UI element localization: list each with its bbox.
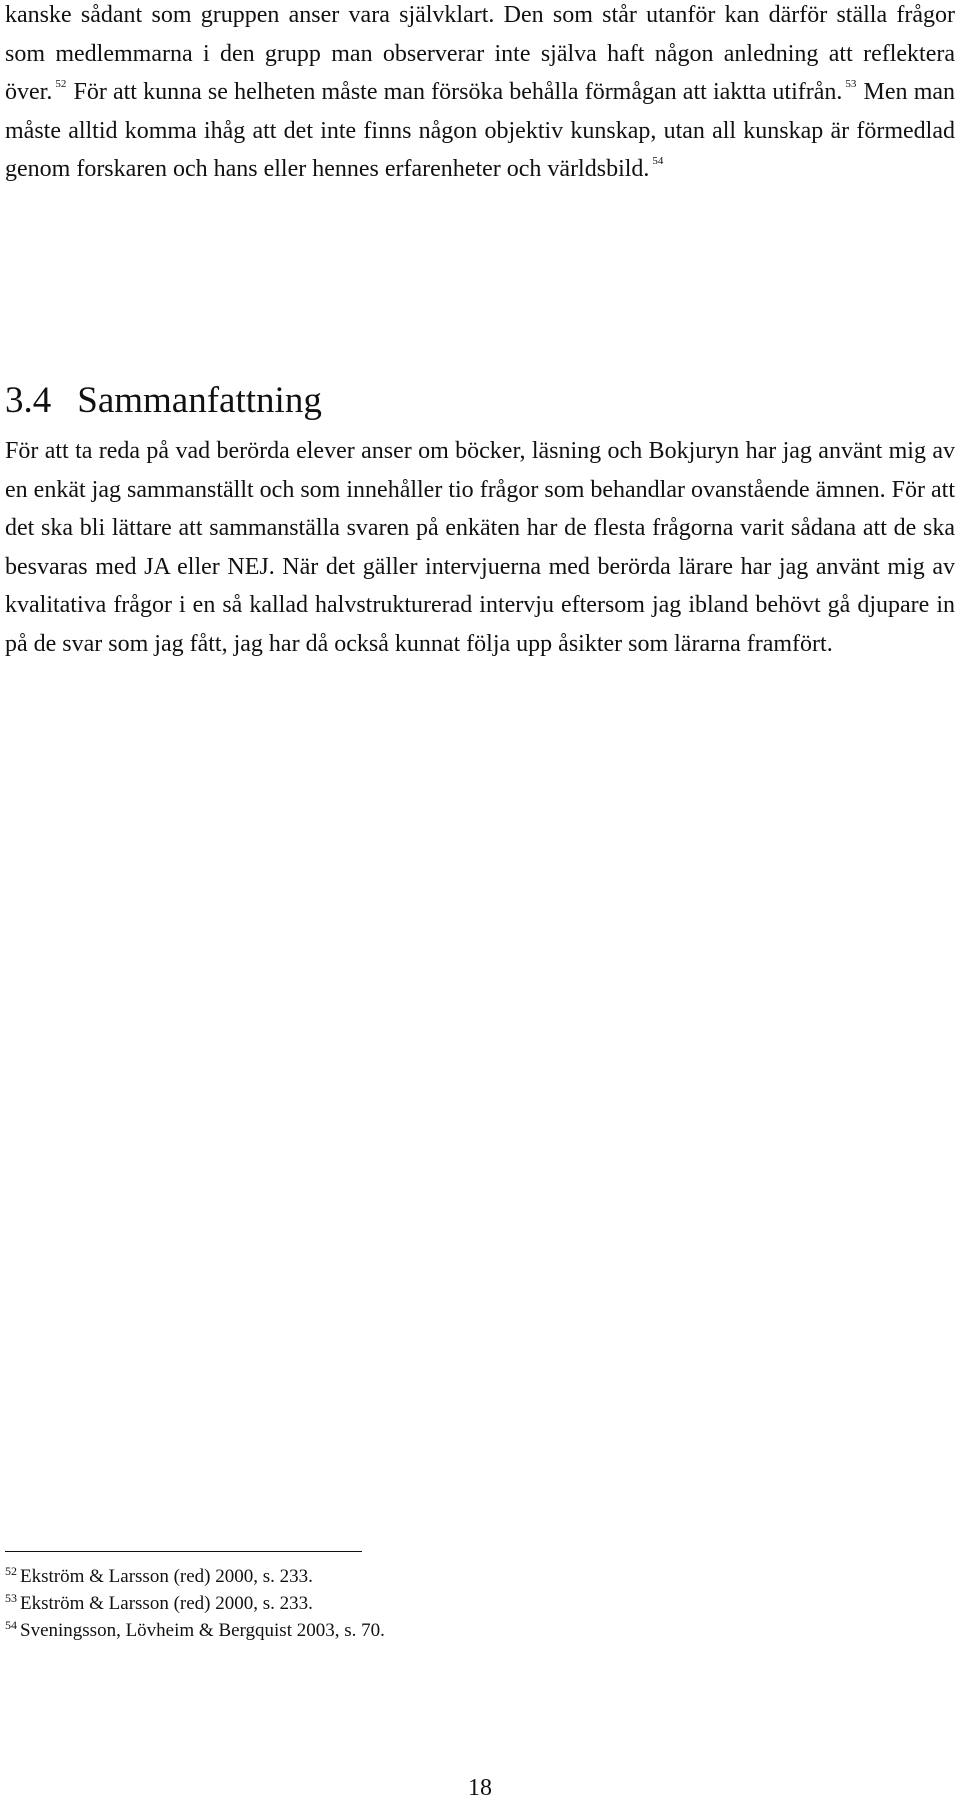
body-paragraph-1 [5,0,955,189]
footnote-number: 53 [5,1590,17,1605]
section-heading [5,378,322,424]
section-number: 3.4 [5,380,52,421]
paragraph-1-sentence-1: kanske sådant som gruppen anser vara självklart. Den som står utanför kan därför ställa frågor som medlemmarna i den grupp man observerar inte själva haft någon anledning att reflektera över. [5,2,955,106]
footnote-list [5,1563,905,1644]
footnote-text: Sveningsson, Lövheim & Bergquist 2003, s. 70. [20,1620,385,1641]
footnote-ref-53[interactable]: 53 [845,78,857,91]
footnote-number: 52 [5,1563,17,1578]
footnote-ref-54[interactable]: 54 [652,155,664,168]
body-paragraph-2: För att ta reda på vad berörda elever anser om böcker, läsning och Bokjuryn har jag använt mig av en enkät jag sammanställt och som innehåller tio frågor som behandlar ovanstående ämnen. För att det ska bli lättare att sammanställa svaren på enkäten har de flesta frågorna varit sådana att de ska besvaras med JA eller NEJ. När det gäller intervjuerna med berörda lärare har jag använt mig av kvalitativa frågor i en så kallad halvstrukturerad intervju eftersom jag ibland behövt gå djupare in på de svar som jag fått, jag har då också kunnat följa upp åsikter som lärarna framfört. [5,438,955,657]
footnote-divider [5,1551,362,1552]
paragraph-1-sentence-3: Men man måste alltid komma ihåg att det inte finns någon objektiv kunskap, utan all kunskap är förmedlad genom forskaren och hans eller hennes erfarenheter och världsbild. [5,79,956,183]
footnote-item [5,1590,905,1617]
footnote-ref-52[interactable]: 52 [55,78,67,91]
footnote-number: 54 [5,1617,17,1632]
footnote-text: Ekström & Larsson (red) 2000, s. 233. [20,1593,313,1614]
paragraph-1-sentence-2: För att kunna se helheten måste man försöka behålla förmågan att iaktta utifrån. [67,79,843,106]
section-title: Sammanfattning [77,380,322,421]
footnote-item [5,1563,905,1590]
page-number: 18 [468,1775,492,1801]
footnote-text: Ekström & Larsson (red) 2000, s. 233. [20,1566,313,1587]
footnote-item [5,1617,905,1644]
